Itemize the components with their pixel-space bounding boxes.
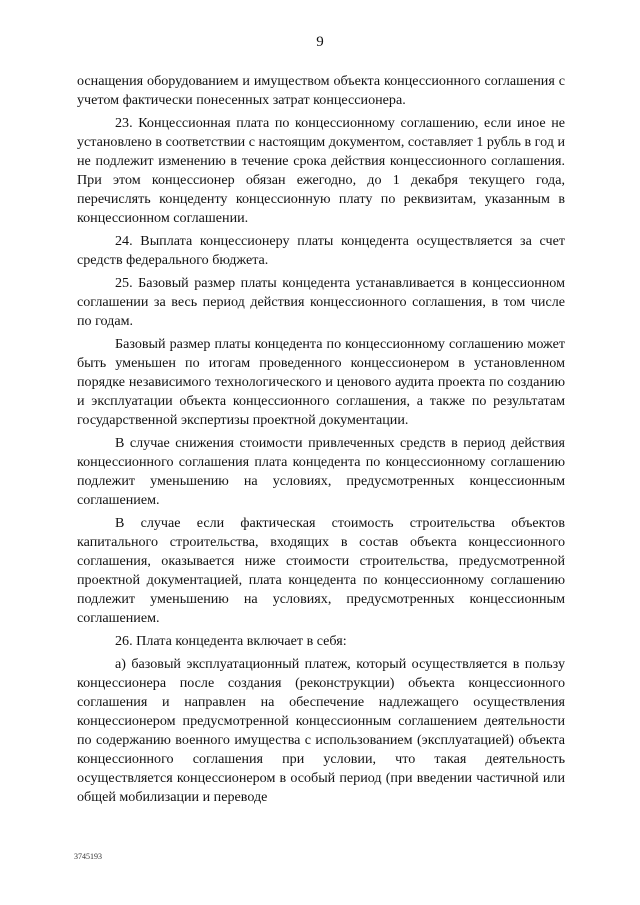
paragraph-26a-operational-payment: а) базовый эксплуатационный платеж, который осуществляется в пользу концессионера после создания (реконструкции) объекта концессионного соглашения и направлен на обеспечение надлежащего осуществления концессионером предусмотренной концессионным соглашением деятельности по содержанию военного имущества с использованием (эксплуатацией) объекта концессионного соглашения при условии, что такая деятельность осуществляется концессионером в особый период (при введении частичной или общей мобилизации и переводе — [77, 656, 565, 805]
paragraph-continuation: оснащения оборудованием и имуществом объекта концессионного соглашения с учетом фактически понесенных затрат концессионера. — [77, 73, 565, 108]
page-number: 9 — [316, 34, 324, 50]
paragraph-cost-of-funds-reduction: В случае снижения стоимости привлеченных средств в период действия концессионного соглашения плата концедента по концессионному соглашению подлежит уменьшению на условиях, предусмотренных концессионным соглашением. — [77, 435, 565, 508]
document-body — [77, 72, 565, 811]
paragraph-construction-cost-reduction: В случае если фактическая стоимость строительства объектов капитального строительства, входящих в состав объекта концессионного соглашения, оказывается ниже стоимости строительства, предусмотренной проектной документацией, плата концедента по концессионному соглашению подлежит уменьшению на условиях, предусмотренных концессионным соглашением. — [77, 515, 565, 626]
paragraph-26-fee-composition: 26. Плата концедента включает в себя: — [115, 633, 347, 649]
paragraph-23-concession-fee: 23. Концессионная плата по концессионному соглашению, если иное не установлено в соответствии с настоящим документом, составляет 1 рубль в год и не подлежит изменению в течение срока действия концессионного соглашения. При этом концессионер обязан ежегодно, до 1 декабря текущего года, перечислять концеденту концессионную плату по реквизитам, указанным в концессионном соглашении. — [77, 115, 565, 226]
paragraph-24-payment-source: 24. Выплата концессионеру платы концедента осуществляется за счет средств федерального бюджета. — [77, 233, 565, 268]
paragraph-base-fee-reduction: Базовый размер платы концедента по концессионному соглашению может быть уменьшен по итогам проведенного концессионером в установленном порядке независимого технологического и ценового аудита проекта по созданию и эксплуатации объекта концессионного соглашения, а также по результатам государственной экспертизы проектной документации. — [77, 336, 565, 428]
document-code: 3745193 — [74, 852, 102, 861]
paragraph-25-base-fee: 25. Базовый размер платы концедента устанавливается в концессионном соглашении за весь период действия концессионного соглашения, в том числе по годам. — [77, 275, 565, 329]
